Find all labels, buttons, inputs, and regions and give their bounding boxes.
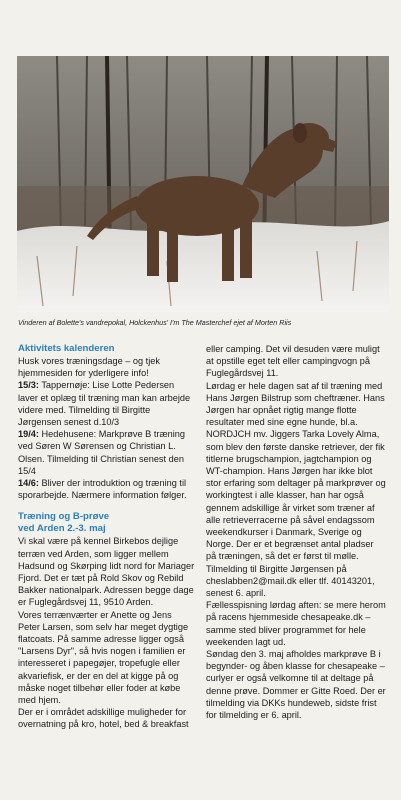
dog-in-snow-illustration (17, 56, 389, 312)
calendar-text: Bliver der introduktion og træning til sporarbejde. Nærmere information følger. (18, 478, 187, 501)
dog-photo (17, 56, 389, 312)
right-paragraph: Lørdag er hele dagen sat af til træning med Hans Jørgen Bilstrup som cheftræner. Hans Jørgen har opnået rigtig mange flotte resultater med sine egne hunde, bl.a. NORDJCH mv. Jiggers Tarka Lovely Alma, som blev den første danske retriever, der fik titlerne brugschampion, jagtchampion og WT-champion. Hans Jørgen har ikke blot stor erfaring som deltager på markprøver og workingtest i alle klasser, han har også gennem adskillige år virket som træner af alle retrieverracerne på såvel endagssom weekendkurser i Danmark, Sverige og Norge. Der er et begrænset antal pladser på træningen, så det er først til mølle. Tilmelding til Birgitte Jørgensen på cheslabben2@mail.dk eller tlf. 40143201, senest 6. april. (206, 380, 386, 599)
calendar-date: 19/4: (18, 429, 39, 440)
calendar-item (18, 379, 196, 428)
training-paragraph: Der er i området adskillige muligheder for overnatning på kro, hotel, bed & breakfast (18, 707, 189, 730)
calendar-text: Hedehusene: Markprøve B træning ved Søren W Sørensen og Christian L. Olsen. Tilmelding til Christian senest den 15/4 (18, 429, 186, 476)
calendar-intro: Husk vores træningsdage – og tjek hjemmesiden for yderligere info! (18, 356, 160, 379)
calendar-heading: Aktivitets kalenderen (18, 343, 115, 354)
right-paragraph: Fællesspisning lørdag aften: se mere herom på racens hjemmeside chesapeake.dk – samme sted bliver programmet for hele weekenden lagt ud. (206, 600, 386, 647)
calendar-date: 14/6: (18, 478, 39, 489)
calendar-item (18, 477, 196, 501)
training-heading-line1: Træning og B-prøve (18, 511, 110, 523)
training-heading-line2: ved Arden 2.-3. maj (18, 523, 106, 535)
photo-caption: Vinderen af Bolette's vandrepokal, Holckenhus' I'm The Masterchef ejet af Morten Riis (18, 318, 292, 327)
left-column (18, 343, 196, 731)
calendar-item (18, 428, 196, 477)
right-paragraph: Søndag den 3. maj afholdes markprøve B i begynder- og åben klasse for chesapeake – curlyer er også velkomne til at deltage på denne prøve. Dommer er Gitte Roed. Der er tilmelding via DKKs hundeweb, sidste frist for tilmelding er 6. april. (206, 649, 386, 721)
training-paragraph: Vores terrænværter er Anette og Jens Peter Larsen, som selv har meget dygtige flatcoats. På samme adresse ligger også "Larsens Dyr", så hvis nogen i familien er interesseret i papegøjer, tropefugle eller akvariefisk, er der en del at kigge på og måske noget tilbehør eller foder at købe med hjem. (18, 609, 189, 706)
right-column (206, 343, 386, 721)
training-paragraph: Vi skal være på kennel Birkebos dejlige terræn ved Arden, som ligger mellem Hadsund og Skørping lidt nord for Mariager Fjord. Det er tæt på Rold Skov og Rebild Bakker nationalpark. Adressen begge dage er Fuglegårdsvej 11, 9510 Arden. (18, 536, 195, 608)
calendar-date: 15/3: (18, 380, 39, 391)
calendar-text: Tappernøje: Lise Lotte Pedersen laver et oplæg til træning man kan arbejde videre med. Tilmelding til Birgitte Jørgensen senest d.10/3 (18, 380, 191, 428)
right-paragraph: eller camping. Det vil desuden være muligt at opstille eget telt eller campingvogn på Fuglegårdsvej 11. (206, 344, 380, 379)
